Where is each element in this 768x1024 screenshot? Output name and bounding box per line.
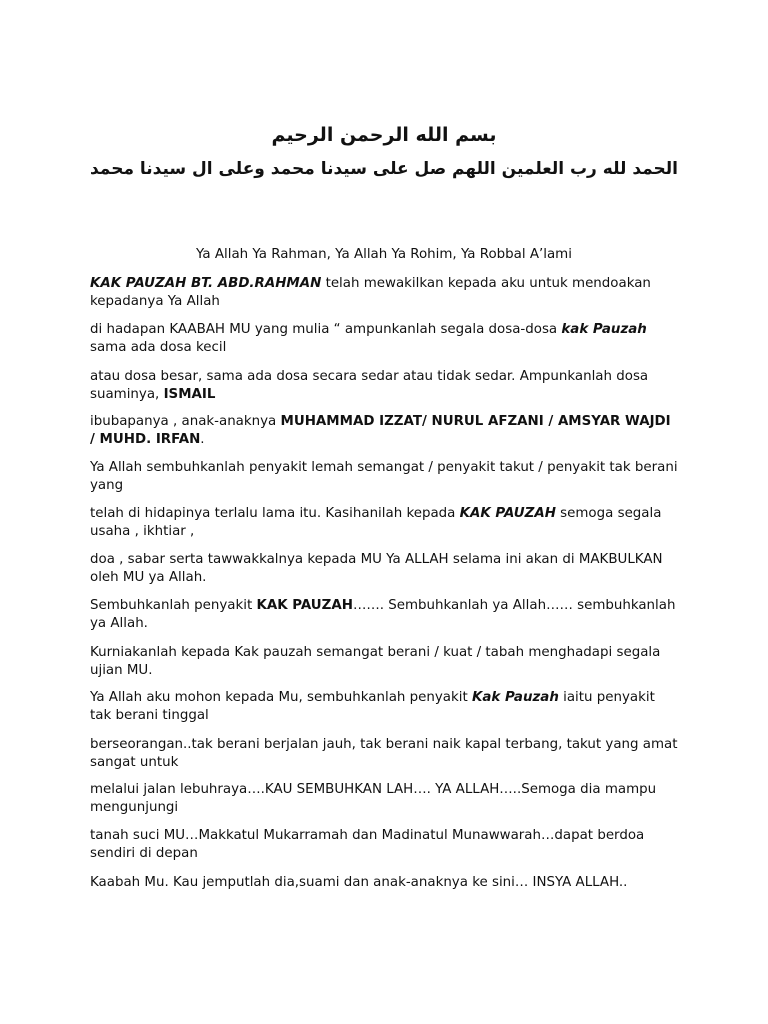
paragraph-9: Kurniakanlah kepada Kak pauzah semangat berani / kuat / tabah menghadapi segala ujian MU. [90,645,661,678]
paragraph-7: doa , sabar serta tawwakkalnya kepada MU Ya ALLAH selama ini akan di MAKBULKAN oleh MU ya Allah. [90,552,663,585]
paragraph-text: iaitu penyakit tak berani tinggal [90,690,655,723]
name-emphasis: ISMAIL [163,387,216,402]
name-emphasis: Kak Pauzah [471,690,559,705]
name-emphasis: kak Pauzah [561,322,647,337]
paragraph-text: ……. Sembuhkanlah ya Allah…… sembuhkanlah ya Allah. [90,598,676,631]
bismillah-heading: بسم الله الرحمن الرحيم [271,124,497,146]
paragraph-text: Ya Allah aku mohon kepada Mu, sembuhkanlah penyakit [90,690,472,705]
name-emphasis: KAK PAUZAH [459,506,556,521]
hamdalah-heading: الحمد لله رب العلمين اللهم صل على سيدنا محمد وعلى ال سيدنا محمد [89,159,678,179]
paragraph-4 [90,413,680,449]
paragraph-5: Ya Allah sembuhkanlah penyakit lemah semangat / penyakit takut / penyakit tak berani yang [90,460,678,493]
name-emphasis: KAK PAUZAH BT. ABD.RAHMAN [90,276,322,291]
paragraph-text: telah di hidapinya terlalu lama itu. Kasihanilah kepada [90,506,460,521]
paragraph-text: . [200,432,205,447]
paragraph-12: melalui jalan lebuhraya….KAU SEMBUHKAN LAH…. YA ALLAH…..Semoga dia mampu mengunjungi [90,782,657,815]
paragraph-text: atau dosa besar, sama ada dosa secara sedar atau tidak sedar. Ampunkanlah dosa suaminya, [90,369,649,402]
paragraph-10 [90,689,680,725]
paragraph-text: ibubapanya , anak-anaknya [90,414,281,429]
paragraph-6 [90,505,680,541]
paragraph-text: semoga segala usaha , ikhtiar , [90,506,662,539]
paragraph-1 [90,275,680,311]
paragraph-14: Kaabah Mu. Kau jemputlah dia,suami dan anak-anaknya ke sini… INSYA ALLAH.. [90,875,628,890]
name-emphasis: KAK PAUZAH [256,598,353,613]
names-emphasis: MUHAMMAD IZZAT/ NURUL AFZANI / AMSYAR WAJDI / MUHD. IRFAN [90,414,671,447]
paragraph-11: berseorangan..tak berani berjalan jauh, tak berani naik kapal terbang, takut yang amat sangat untuk [90,737,678,770]
paragraph-text: di hadapan KAABAH MU yang mulia “ ampunkanlah segala dosa-dosa [90,322,562,337]
paragraph-text: Sembuhkanlah penyakit [90,598,257,613]
paragraph-2 [90,321,680,357]
paragraph-3 [90,368,680,404]
paragraph-text: sama ada dosa kecil [90,340,227,355]
paragraph-8 [90,597,680,633]
paragraph-text: telah mewakilkan kepada aku untuk mendoakan kepadanya Ya Allah [90,276,651,309]
intro-line: Ya Allah Ya Rahman, Ya Allah Ya Rohim, Ya Robbal A’lami [196,247,572,262]
paragraph-13: tanah suci MU…Makkatul Mukarramah dan Madinatul Munawwarah…dapat berdoa sendiri di depan [90,828,645,861]
